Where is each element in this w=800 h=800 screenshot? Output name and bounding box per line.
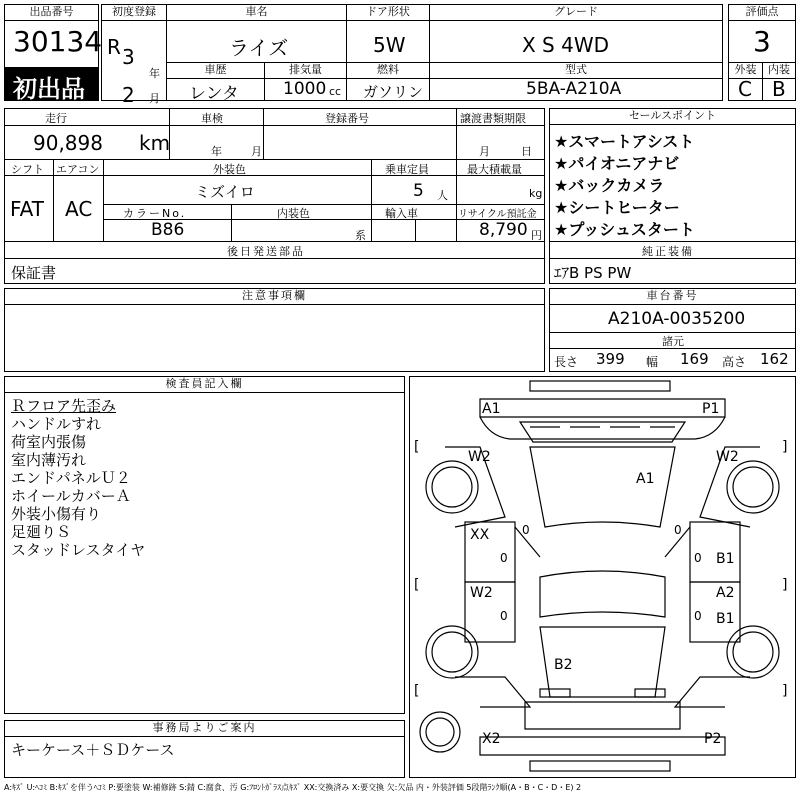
capacity-label: 乗車定員 bbox=[385, 163, 429, 176]
sales-point: ★バックカメラ bbox=[554, 176, 665, 195]
bracket-mark: ] bbox=[782, 577, 788, 593]
interior-color-unit: 系 bbox=[355, 229, 366, 242]
model-code: 5BA-A210A bbox=[526, 79, 622, 99]
displacement-cell bbox=[264, 62, 347, 101]
color-number-label: カラーNo. bbox=[123, 207, 187, 220]
door-zero: 0 bbox=[674, 523, 682, 537]
month-number: 2 bbox=[122, 83, 135, 107]
grade: X S 4WD bbox=[522, 33, 610, 57]
lot-label: 出品番号 bbox=[5, 5, 98, 21]
capacity: 5 bbox=[413, 181, 424, 201]
door-zero: 0 bbox=[500, 551, 508, 565]
damage-mark: X2 bbox=[482, 731, 501, 747]
interior-grade-cell bbox=[762, 62, 796, 101]
office-block bbox=[4, 720, 405, 778]
exterior-color: ミズイロ bbox=[195, 183, 255, 201]
model-cell bbox=[429, 62, 723, 101]
history: レンタ bbox=[189, 84, 239, 104]
damage-mark: B1 bbox=[716, 551, 735, 567]
recycle-label: リサイクル預託金 bbox=[458, 209, 537, 220]
bracket-mark: [ bbox=[414, 577, 420, 593]
recycle-fee: 8,790 bbox=[479, 220, 528, 240]
displacement-unit: cc bbox=[329, 85, 342, 98]
mileage-unit: km bbox=[139, 131, 171, 155]
car-name: ライズ bbox=[229, 36, 289, 60]
damage-mark: W2 bbox=[716, 449, 739, 465]
inspector-block bbox=[4, 376, 405, 714]
damage-diagram bbox=[409, 376, 796, 778]
displacement: 1000 bbox=[283, 79, 327, 99]
door-zero: 0 bbox=[694, 609, 702, 623]
capacity-unit: 人 bbox=[437, 189, 448, 202]
grade-label: グレード bbox=[430, 5, 722, 21]
height-label: 高さ bbox=[722, 355, 747, 369]
lot-cell bbox=[4, 4, 103, 68]
shift: FAT bbox=[10, 197, 45, 221]
inspector-note: 室内薄汚れ bbox=[11, 451, 87, 469]
vehicle-info-block bbox=[4, 108, 545, 284]
inspection-year-unit: 年 bbox=[211, 145, 222, 158]
damage-mark: P2 bbox=[704, 731, 722, 747]
length-label: 長さ bbox=[554, 355, 579, 369]
bracket-mark: ] bbox=[782, 439, 788, 455]
inspector-label: 検査員記入欄 bbox=[5, 377, 404, 393]
shift-label: シフト bbox=[11, 163, 44, 176]
inspector-note: スタッドレスタイヤ bbox=[11, 541, 146, 559]
sales-point: ★プッシュスタート bbox=[554, 220, 695, 239]
damage-mark: A2 bbox=[716, 585, 735, 601]
damage-mark: W2 bbox=[468, 449, 491, 465]
month-unit: 月 bbox=[149, 92, 160, 105]
first-listing-badge bbox=[4, 67, 99, 101]
width: 169 bbox=[680, 350, 709, 368]
inspection-label: 車検 bbox=[201, 112, 223, 125]
door-zero: 0 bbox=[500, 609, 508, 623]
transfer-deadline-label: 譲渡書類期限 bbox=[460, 112, 526, 125]
door-zero: 0 bbox=[522, 523, 530, 537]
inspector-note: 荷室内張傷 bbox=[11, 433, 87, 451]
bracket-mark: [ bbox=[414, 683, 420, 699]
height: 162 bbox=[760, 350, 789, 368]
length: 399 bbox=[596, 350, 625, 368]
car-name-label: 車名 bbox=[167, 5, 346, 21]
car-diagram-svg bbox=[410, 377, 795, 777]
displacement-label: 排気量 bbox=[265, 63, 346, 79]
exterior-grade-cell bbox=[728, 62, 763, 101]
sales-points-block bbox=[549, 108, 796, 284]
history-cell bbox=[166, 62, 265, 104]
door-type: 5W bbox=[373, 33, 406, 57]
year-unit: 年 bbox=[149, 67, 160, 80]
interior-grade-label: 内装 bbox=[763, 63, 795, 79]
recycle-unit: 円 bbox=[531, 229, 542, 242]
legend: A:ｷｽﾞ U:ﾍｺﾐ B:ｷｽﾞを伴うﾍｺﾐ P:要塗装 W:補修跡 S:錆 C:腐食、汚 G:ﾌﾛﾝﾄｶﾞﾗｽ点ｷｽﾞ XX:交換済み X:要交換 欠:欠品 内・外装評価 5段階ﾗﾝｸ順(A・B・C・D・E) 2 bbox=[4, 783, 582, 792]
first-listing-text: 初出品 bbox=[13, 75, 85, 103]
inspector-note: エンドパネルＵ２ bbox=[11, 469, 131, 487]
mileage: 90,898 bbox=[33, 131, 103, 155]
door-zero: 0 bbox=[694, 551, 702, 565]
specs-label: 諸元 bbox=[662, 335, 684, 348]
inspector-note: ホイールカバーＡ bbox=[11, 487, 131, 505]
grade-cell bbox=[429, 4, 723, 63]
damage-mark: B2 bbox=[554, 657, 573, 673]
office-note: キーケース＋ＳＤケース bbox=[11, 741, 175, 759]
max-load-label: 最大積載量 bbox=[467, 163, 522, 176]
exterior-grade-label: 外装 bbox=[729, 63, 762, 79]
damage-mark: W2 bbox=[470, 585, 493, 601]
aircon: AC bbox=[65, 197, 93, 221]
era-letter: R bbox=[107, 35, 121, 59]
inspector-note: ハンドルすれ bbox=[11, 415, 102, 433]
door-cell bbox=[346, 4, 430, 63]
sales-point: ★スマートアシスト bbox=[554, 132, 695, 151]
equipment-label: 純正装備 bbox=[642, 245, 694, 258]
year-number: 3 bbox=[122, 45, 135, 69]
import-label: 輸入車 bbox=[385, 207, 418, 220]
chassis-block bbox=[549, 288, 796, 372]
fuel-label: 燃料 bbox=[347, 63, 429, 79]
door-label: ドア形状 bbox=[347, 5, 429, 21]
later-parts-label: 後日発送部品 bbox=[227, 245, 305, 258]
damage-mark: A1 bbox=[636, 471, 655, 487]
exterior-color-label: 外装色 bbox=[213, 163, 246, 176]
equipment: ｴｱB PS PW bbox=[554, 264, 632, 282]
max-load-unit: kg bbox=[529, 187, 543, 200]
score-cell bbox=[728, 4, 796, 63]
score: 3 bbox=[753, 25, 771, 58]
color-number: B86 bbox=[151, 220, 185, 240]
bracket-mark: ] bbox=[782, 683, 788, 699]
history-label: 車歴 bbox=[167, 63, 264, 79]
inspector-note: 外装小傷有り bbox=[11, 505, 102, 523]
model-label: 型式 bbox=[430, 63, 722, 79]
mileage-label: 走行 bbox=[45, 112, 67, 125]
registration-cell bbox=[101, 4, 167, 107]
inspection-month-unit: 月 bbox=[251, 145, 262, 158]
fuel: ガソリン bbox=[363, 83, 424, 101]
chassis-label: 車台番号 bbox=[550, 289, 795, 305]
exterior-grade: C bbox=[738, 77, 752, 101]
inspector-note: Ｒフロア先歪み bbox=[11, 397, 117, 415]
notes-block bbox=[4, 288, 545, 372]
aircon-label: エアコン bbox=[56, 163, 100, 176]
registration-label: 初度登録 bbox=[102, 5, 166, 21]
damage-mark: XX bbox=[470, 527, 490, 543]
damage-mark: A1 bbox=[482, 401, 501, 417]
sales-point: ★パイオニアナビ bbox=[554, 154, 680, 173]
inspector-note: 足廻りＳ bbox=[11, 523, 72, 541]
sales-points-label: セールスポイント bbox=[550, 109, 795, 125]
car-name-cell bbox=[166, 4, 347, 63]
sales-point: ★シートヒーター bbox=[554, 198, 680, 217]
width-label: 幅 bbox=[646, 355, 659, 369]
registration-number-label: 登録番号 bbox=[325, 112, 369, 125]
bracket-mark: [ bbox=[414, 439, 420, 455]
interior-grade: B bbox=[772, 77, 786, 101]
fuel-cell bbox=[346, 62, 430, 101]
damage-mark: P1 bbox=[702, 401, 720, 417]
later-parts: 保証書 bbox=[11, 264, 57, 282]
chassis-number: A210A-0035200 bbox=[608, 309, 746, 329]
transfer-day-unit: 日 bbox=[521, 145, 532, 158]
interior-color-label: 内装色 bbox=[277, 207, 310, 220]
score-label: 評価点 bbox=[729, 5, 795, 21]
transfer-month-unit: 月 bbox=[479, 145, 490, 158]
notes-label: 注意事項欄 bbox=[5, 289, 544, 305]
damage-mark: B1 bbox=[716, 611, 735, 627]
lot-number: 30134 bbox=[13, 25, 103, 58]
office-label: 事務局よりご案内 bbox=[5, 721, 404, 737]
